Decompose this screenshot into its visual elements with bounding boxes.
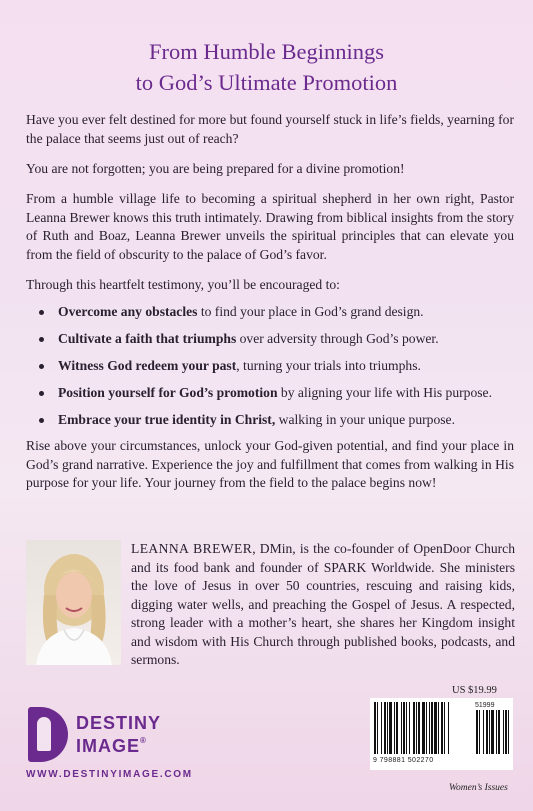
title-line-2: to God’s Ultimate Promotion (135, 70, 398, 95)
author-bio (131, 540, 515, 670)
benefit-list (26, 303, 516, 438)
author-portrait-illustration (26, 540, 121, 665)
bullet-text: to find your place in God’s grand design. (197, 304, 424, 319)
author-bio-text: , DMin, is the co-founder of OpenDoor Church and its food bank and founder of SPARK Worldwide. She ministers the love of Jesus in over 50 countries, rescuing and raising kids, digging water wells, and preaching the Gospel of Jesus. A respected, strong leader with a mother’s heart, she shares her Kingdom insight and wisdom with His Church through published books, podcasts, and sermons. (131, 541, 515, 667)
reassurance-paragraph: You are not forgotten; you are being prepared for a divine promotion! (26, 161, 405, 176)
bullet-bold: Overcome any obstacles (58, 304, 198, 319)
encouragement-lead: Through this heartfelt testimony, you’ll be encouraged to: (26, 277, 340, 292)
list-item (26, 357, 516, 376)
bullet-text: , turning your trials into triumphs. (236, 358, 421, 373)
isbn-number: 9 798881 502270 (373, 757, 434, 764)
price-code: 51999 (475, 702, 495, 709)
price-label: US $19.99 (452, 685, 497, 696)
bullet-icon (39, 364, 44, 369)
bullet-icon (39, 310, 44, 315)
back-cover-title (0, 36, 533, 98)
list-item (26, 411, 516, 430)
bullet-bold: Position yourself for God’s promotion (58, 385, 278, 400)
logo-word-destiny: DESTINY (76, 713, 162, 733)
intro-paragraph: Have you ever felt destined for more but found yourself stuck in life’s fields, yearning for the palace that seems just out of reach? (26, 112, 514, 146)
bullet-icon (39, 418, 44, 423)
bullet-text: over adversity through God’s power. (236, 331, 439, 346)
publisher-website: WWW.DESTINYIMAGE.COM (26, 769, 193, 780)
bullet-text: walking in your unique purpose. (275, 412, 455, 427)
destiny-image-logo-icon (28, 707, 68, 762)
title-line-1: From Humble Beginnings (149, 39, 384, 64)
bullet-icon (39, 391, 44, 396)
list-item (26, 303, 516, 322)
story-paragraph: From a humble village life to becoming a spiritual shepherd in her own right, Pastor Leanna Brewer knows this truth intimately. Drawing from biblical insights from the story of Ruth and Boaz, Leanna Brewer unveils the spiritual principles that can elevate you from the field of obscurity to the palace of God’s favor. (26, 191, 514, 262)
bullet-text: by aligning your life with His purpose. (277, 385, 492, 400)
logo-word-image: IMAGE® (76, 736, 147, 756)
bullet-bold: Cultivate a faith that triumphs (58, 331, 237, 346)
genre-category: Women’s Issues (449, 783, 508, 793)
bullet-bold: Witness God redeem your past (58, 358, 237, 373)
list-item (26, 384, 516, 403)
author-name: LEANNA BREWER (131, 541, 253, 556)
closing-paragraph: Rise above your circumstances, unlock your God-given potential, and find your place in God’s grand narrative. Experience the joy and fulfillment that comes from walking in His purpose for your life. Your journey from the field to the palace begins now! (26, 438, 514, 490)
list-item (26, 330, 516, 349)
registered-mark: ® (140, 736, 147, 745)
author-photo (26, 540, 121, 665)
publisher-logo (26, 707, 193, 782)
bullet-bold: Embrace your true identity in Christ, (58, 412, 276, 427)
bullet-icon (39, 337, 44, 342)
